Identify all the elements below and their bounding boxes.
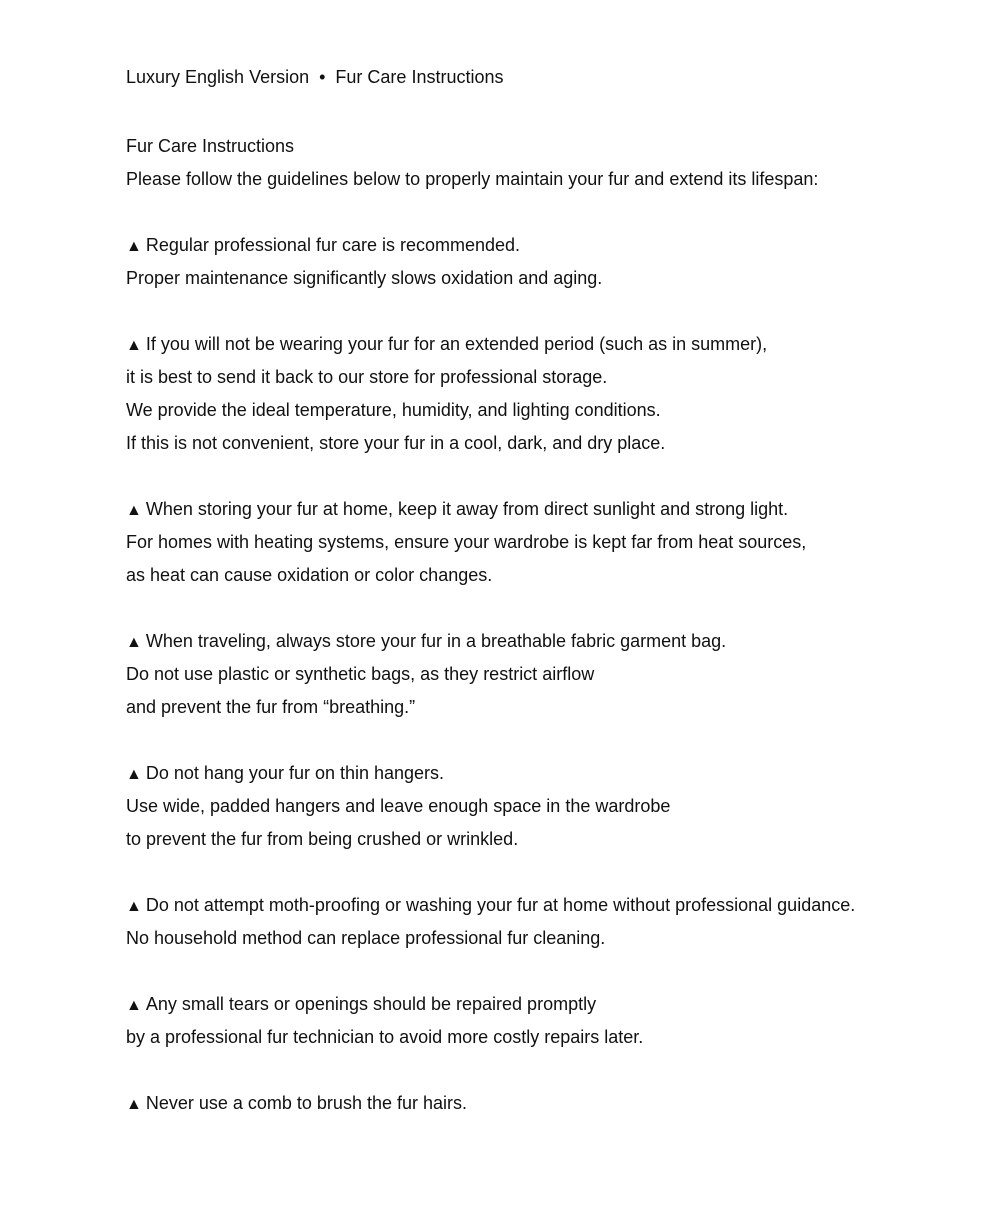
instruction-lead-text: Any small tears or openings should be repaired promptly xyxy=(145,994,597,1014)
document-header xyxy=(126,64,946,90)
care-instruction-item xyxy=(126,625,946,724)
triangle-bullet-icon: ▲ xyxy=(126,238,142,255)
care-instruction-item xyxy=(126,988,946,1054)
instruction-lead xyxy=(126,757,946,790)
header-separator: • xyxy=(319,67,326,87)
instruction-lead-text: Do not hang your fur on thin hangers. xyxy=(145,763,445,783)
header-doc-title: Fur Care Instructions xyxy=(335,67,504,87)
care-instruction-item xyxy=(126,493,946,592)
triangle-bullet-icon: ▲ xyxy=(126,337,142,354)
instruction-lead xyxy=(126,625,946,658)
instruction-detail-line: We provide the ideal temperature, humidity, and lighting conditions. xyxy=(126,400,661,420)
document-page xyxy=(126,64,946,1120)
instruction-lead-text: Do not attempt moth-proofing or washing your fur at home without professional guidance. xyxy=(145,895,856,915)
instruction-lead xyxy=(126,229,946,262)
instruction-lead xyxy=(126,988,946,1021)
instruction-lead xyxy=(126,889,946,922)
instruction-lead-text: When traveling, always store your fur in a breathable fabric garment bag. xyxy=(145,631,727,651)
intro-text: Please follow the guidelines below to properly maintain your fur and extend its lifespan: xyxy=(126,169,819,189)
instruction-lead-text: Regular professional fur care is recommended. xyxy=(145,235,521,255)
instruction-detail-line: No household method can replace professional fur cleaning. xyxy=(126,928,606,948)
instruction-detail-line: by a professional fur technician to avoid more costly repairs later. xyxy=(126,1027,644,1047)
instruction-lead xyxy=(126,493,946,526)
instruction-detail-line: as heat can cause oxidation or color changes. xyxy=(126,565,493,585)
instruction-detail-line: Use wide, padded hangers and leave enough space in the wardrobe xyxy=(126,796,671,816)
instruction-detail-line: it is best to send it back to our store for professional storage. xyxy=(126,367,608,387)
instruction-detail-line: If this is not convenient, store your fur in a cool, dark, and dry place. xyxy=(126,433,666,453)
instruction-lead xyxy=(126,328,946,361)
care-instruction-item xyxy=(126,328,946,460)
care-instruction-item xyxy=(126,229,946,295)
triangle-bullet-icon: ▲ xyxy=(126,898,142,915)
intro-title: Fur Care Instructions xyxy=(126,136,295,156)
triangle-bullet-icon: ▲ xyxy=(126,634,142,651)
instruction-detail-line: to prevent the fur from being crushed or wrinkled. xyxy=(126,829,519,849)
instruction-lead xyxy=(126,1087,946,1120)
instruction-detail-line: and prevent the fur from “breathing.” xyxy=(126,697,416,717)
instruction-lead-text: When storing your fur at home, keep it away from direct sunlight and strong light. xyxy=(145,499,789,519)
triangle-bullet-icon: ▲ xyxy=(126,1096,142,1113)
triangle-bullet-icon: ▲ xyxy=(126,502,142,519)
intro-block xyxy=(126,130,946,196)
instruction-detail-line: Proper maintenance significantly slows oxidation and aging. xyxy=(126,268,603,288)
triangle-bullet-icon: ▲ xyxy=(126,766,142,783)
instruction-lead-text: Never use a comb to brush the fur hairs. xyxy=(145,1093,467,1113)
triangle-bullet-icon: ▲ xyxy=(126,997,142,1014)
care-instruction-item xyxy=(126,757,946,856)
instruction-detail-line: For homes with heating systems, ensure your wardrobe is kept far from heat sources, xyxy=(126,532,807,552)
instruction-detail-line: Do not use plastic or synthetic bags, as they restrict airflow xyxy=(126,664,595,684)
version-label: Luxury English Version xyxy=(126,67,310,87)
instruction-lead-text: If you will not be wearing your fur for an extended period (such as in summer), xyxy=(145,334,768,354)
care-instruction-item xyxy=(126,889,946,955)
care-instructions-list xyxy=(126,229,946,1120)
care-instruction-item xyxy=(126,1087,946,1120)
